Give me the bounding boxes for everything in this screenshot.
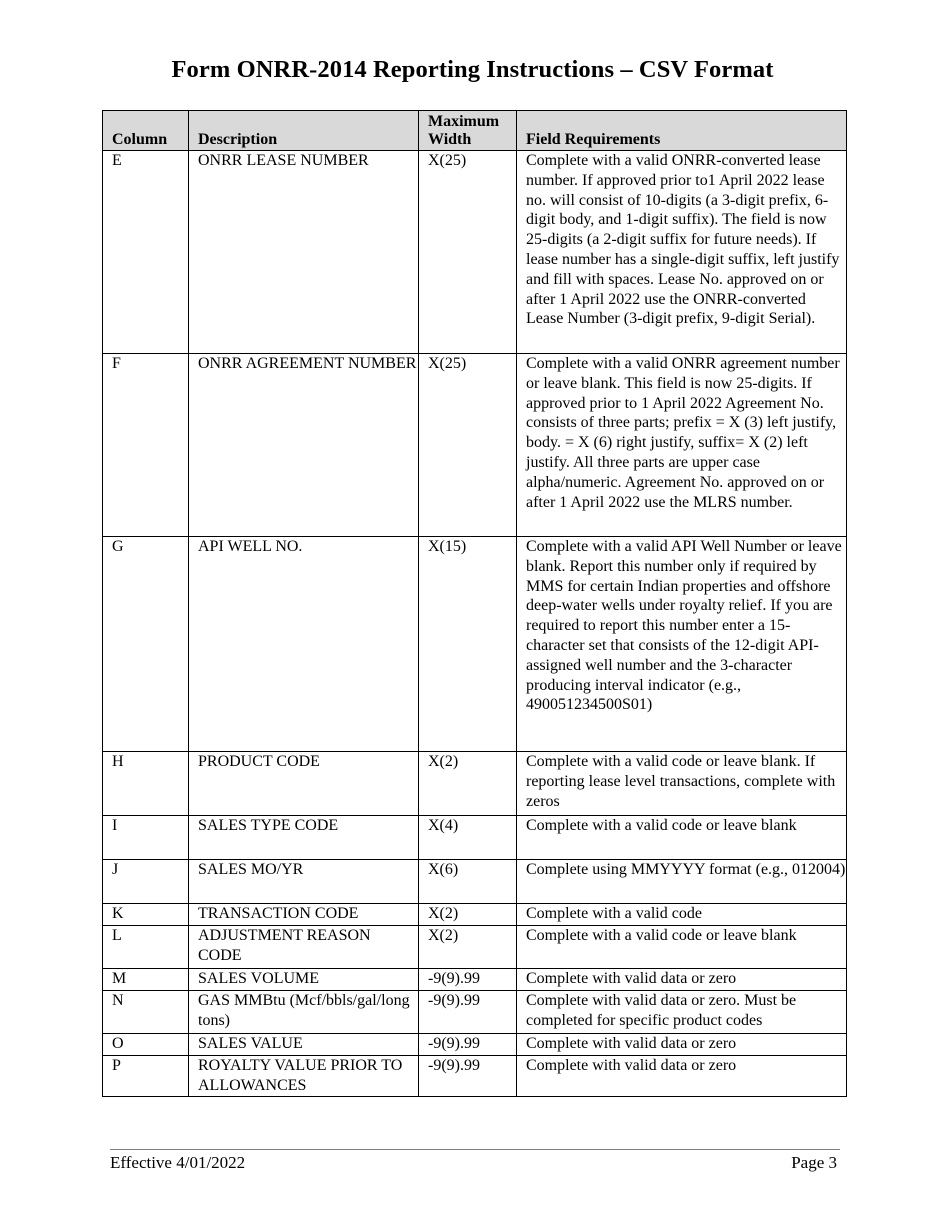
cell-description: SALES VALUE [189, 1034, 419, 1056]
cell-description: API WELL NO. [189, 537, 419, 752]
table-row [103, 151, 847, 354]
cell-description: SALES MO/YR [189, 860, 419, 904]
cell-requirements: Complete with a valid ONRR agreement number or leave blank. This field is now 25-digits. If approved prior to 1 April 2022 Agreement No. consists of three parts; prefix = X (3) left justify, body. = X (6) right justify, suffix= X (2) left justify. All three parts are upper case alpha/numeric. Agreement No. approved on or after 1 April 2022 use the MLRS number. [517, 354, 847, 537]
cell-description: GAS MMBtu (Mcf/bbls/gal/long tons) [189, 991, 419, 1034]
table-row [103, 991, 847, 1034]
cell-column: M [103, 969, 189, 991]
cell-column: G [103, 537, 189, 752]
cell-requirements: Complete with a valid code or leave blank [517, 816, 847, 860]
cell-requirements: Complete with a valid API Well Number or leave blank. Report this number only if required by MMS for certain Indian properties and offshore deep-water wells under royalty relief. If you are required to report this number enter a 15-character set that consists of the 12-digit API-assigned well number and the 3-character producing interval indicator (e.g., 490051234500S01) [517, 537, 847, 752]
cell-description: ONRR LEASE NUMBER [189, 151, 419, 354]
cell-description: TRANSACTION CODE [189, 904, 419, 926]
table-row [103, 537, 847, 752]
cell-width: X(2) [419, 904, 517, 926]
cell-description: SALES VOLUME [189, 969, 419, 991]
table-row [103, 1034, 847, 1056]
table-row [103, 1056, 847, 1097]
cell-requirements: Complete with valid data or zero [517, 969, 847, 991]
cell-column: N [103, 991, 189, 1034]
cell-width: X(15) [419, 537, 517, 752]
cell-requirements: Complete with valid data or zero. Must be completed for specific product codes [517, 991, 847, 1034]
cell-width: -9(9).99 [419, 969, 517, 991]
table-header-row [103, 111, 847, 151]
cell-width: X(2) [419, 752, 517, 816]
cell-column: O [103, 1034, 189, 1056]
cell-column: H [103, 752, 189, 816]
footer-page-number: Page 3 [791, 1153, 837, 1172]
cell-width: X(4) [419, 816, 517, 860]
cell-description: ROYALTY VALUE PRIOR TO ALLOWANCES [189, 1056, 419, 1097]
page-title: Form ONRR-2014 Reporting Instructions – CSV Format [171, 56, 774, 83]
cell-requirements: Complete with a valid code or leave blank [517, 926, 847, 969]
cell-description: ADJUSTMENT REASON CODE [189, 926, 419, 969]
cell-width: X(2) [419, 926, 517, 969]
header-field-requirements: Field Requirements [517, 111, 847, 151]
cell-requirements: Complete with a valid code or leave blank. If reporting lease level transactions, complete with zeros [517, 752, 847, 816]
table-row [103, 904, 847, 926]
cell-requirements: Complete with a valid code [517, 904, 847, 926]
cell-width: -9(9).99 [419, 991, 517, 1034]
cell-width: -9(9).99 [419, 1056, 517, 1097]
cell-column: F [103, 354, 189, 537]
cell-requirements: Complete with valid data or zero [517, 1034, 847, 1056]
cell-width: -9(9).99 [419, 1034, 517, 1056]
header-max-width: Maximum Width [419, 111, 517, 151]
cell-width: X(6) [419, 860, 517, 904]
cell-width: X(25) [419, 151, 517, 354]
footer-effective-date: Effective 4/01/2022 [110, 1153, 246, 1172]
cell-column: K [103, 904, 189, 926]
table-row [103, 969, 847, 991]
cell-requirements: Complete using MMYYYY format (e.g., 012004) [517, 860, 847, 904]
cell-column: P [103, 1056, 189, 1097]
cell-requirements: Complete with valid data or zero [517, 1056, 847, 1097]
table-row [103, 354, 847, 537]
header-description: Description [189, 111, 419, 151]
cell-column: I [103, 816, 189, 860]
cell-description: SALES TYPE CODE [189, 816, 419, 860]
table-row [103, 860, 847, 904]
cell-requirements: Complete with a valid ONRR-converted lease number. If approved prior to1 April 2022 lease no. will consist of 10-digits (a 3-digit prefix, 6-digit body, and 1-digit suffix). The field is now 25-digits (a 2-digit suffix for future needs). If lease number has a single-digit suffix, left justify and fill with spaces. Lease No. approved on or after 1 April 2022 use the ONRR-converted Lease Number (3-digit prefix, 9-digit Serial). [517, 151, 847, 354]
cell-column: J [103, 860, 189, 904]
cell-width: X(25) [419, 354, 517, 537]
cell-description: PRODUCT CODE [189, 752, 419, 816]
cell-column: L [103, 926, 189, 969]
field-spec-table [102, 110, 847, 1097]
footer-divider [110, 1149, 840, 1150]
table-row [103, 926, 847, 969]
table-row [103, 752, 847, 816]
table-row [103, 816, 847, 860]
header-column: Column [103, 111, 189, 151]
cell-description: ONRR AGREEMENT NUMBER [189, 354, 419, 537]
cell-column: E [103, 151, 189, 354]
